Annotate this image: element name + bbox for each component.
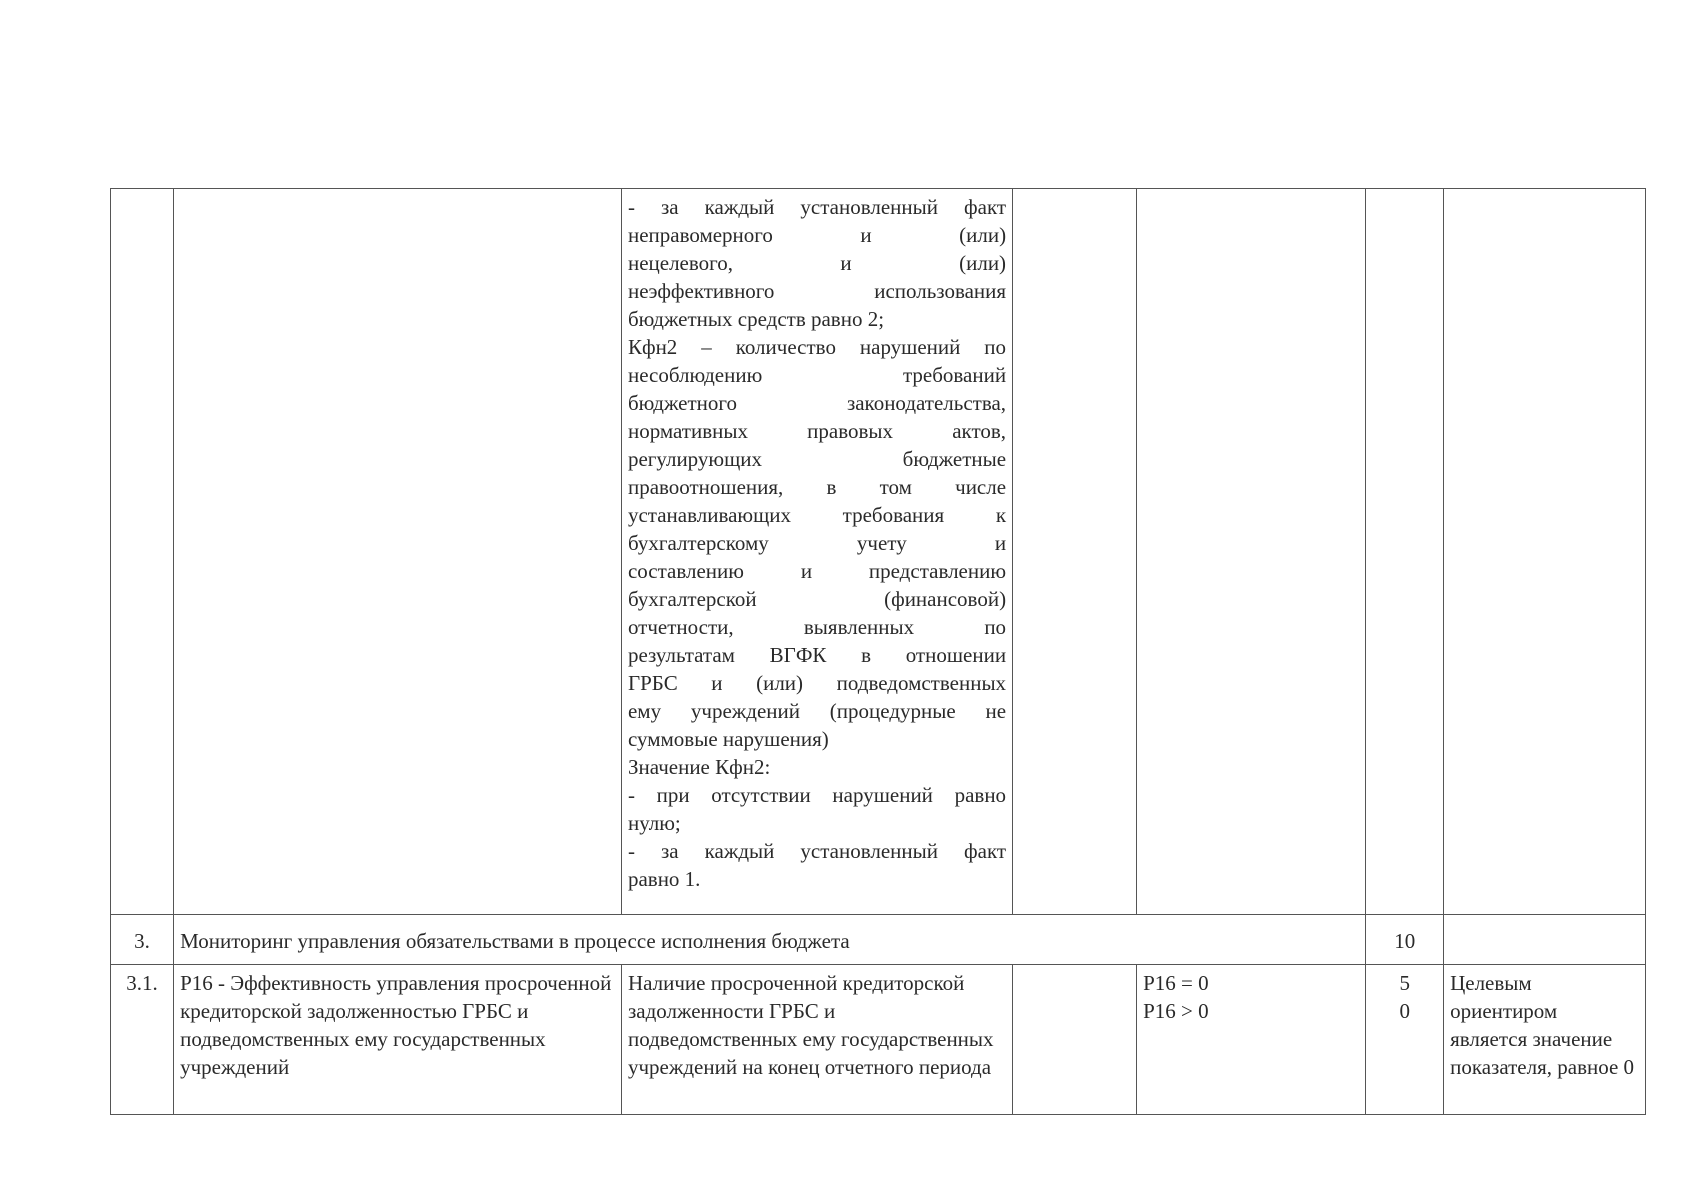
description-line: ГРБС и (или) подведомственных bbox=[627, 671, 1007, 695]
description-line: несоблюдению требований bbox=[627, 363, 1007, 387]
description-line: Значение Кфн2: bbox=[627, 755, 771, 779]
description-line: регулирующих бюджетные bbox=[627, 447, 1007, 471]
description-line: суммовые нарушения) bbox=[627, 727, 829, 751]
description-line: неэффективного использования bbox=[627, 279, 1007, 303]
description-line: нулю; bbox=[627, 811, 681, 835]
table-row-3-1 bbox=[111, 965, 1646, 1115]
description-line: составлению и представлению bbox=[627, 559, 1007, 583]
empty-cell bbox=[1013, 965, 1137, 1115]
description-line: бюджетных средств равно 2; bbox=[627, 307, 885, 331]
description-line: бюджетного законодательства, bbox=[627, 391, 1007, 415]
description-line: бухгалтерской (финансовой) bbox=[627, 587, 1007, 611]
indicator-description: Наличие просроченной кредиторской задолженности ГРБС и подведомственных ему государственных учреждений на конец отчетного периода bbox=[621, 965, 1012, 1115]
description-line: неправомерного и (или) bbox=[627, 223, 1007, 247]
formula-line: Р16 > 0 bbox=[1143, 999, 1209, 1023]
indicator-scores bbox=[1366, 965, 1444, 1115]
section-score: 10 bbox=[1366, 915, 1444, 965]
score-value: 0 bbox=[1399, 999, 1410, 1023]
description-line: - при отсутствии нарушений равно bbox=[627, 783, 1007, 807]
description-line: результатам ВГФК в отношении bbox=[627, 643, 1007, 667]
description-line: равно 1. bbox=[627, 867, 701, 891]
description-line: нормативных правовых актов, bbox=[627, 419, 1007, 443]
section-title: Мониторинг управления обязательствами в процессе исполнения бюджета bbox=[174, 915, 1366, 965]
cell-name-continuation bbox=[174, 189, 622, 915]
description-line: отчетности, выявленных по bbox=[627, 615, 1007, 639]
description-line: Кфн2 – количество нарушений по bbox=[627, 335, 1007, 359]
indicator-formulas bbox=[1137, 965, 1366, 1115]
description-line: ему учреждений (процедурные не bbox=[627, 699, 1007, 723]
criteria-table bbox=[110, 188, 1646, 1115]
section-number: 3. bbox=[111, 915, 174, 965]
cell-note-continuation bbox=[1444, 189, 1646, 915]
description-line: - за каждый установленный факт bbox=[627, 195, 1007, 219]
formula-line: Р16 = 0 bbox=[1143, 971, 1209, 995]
description-line: бухгалтерскому учету и bbox=[627, 531, 1007, 555]
table-row-section-3 bbox=[111, 915, 1646, 965]
indicator-name: Р16 - Эффективность управления просроченной кредиторской задолженностью ГРБС и подведомственных ему государственных учреждений bbox=[174, 965, 622, 1115]
cell-score-continuation bbox=[1366, 189, 1444, 915]
cell-desc-continuation bbox=[621, 189, 1012, 915]
description-line: - за каждый установленный факт bbox=[627, 839, 1007, 863]
indicator-note: Целевым ориентиром является значение показателя, равное 0 bbox=[1444, 965, 1646, 1115]
description-line: правоотношения, в том числе bbox=[627, 475, 1007, 499]
cell-empty-continuation bbox=[1013, 189, 1137, 915]
cell-num-continuation bbox=[111, 189, 174, 915]
table-row-continuation bbox=[111, 189, 1646, 915]
description-line: устанавливающих требования к bbox=[627, 503, 1007, 527]
score-value: 5 bbox=[1399, 971, 1410, 995]
cell-formula-continuation bbox=[1137, 189, 1366, 915]
row-number: 3.1. bbox=[111, 965, 174, 1115]
section-note bbox=[1444, 915, 1646, 965]
description-line: нецелевого, и (или) bbox=[627, 251, 1007, 275]
